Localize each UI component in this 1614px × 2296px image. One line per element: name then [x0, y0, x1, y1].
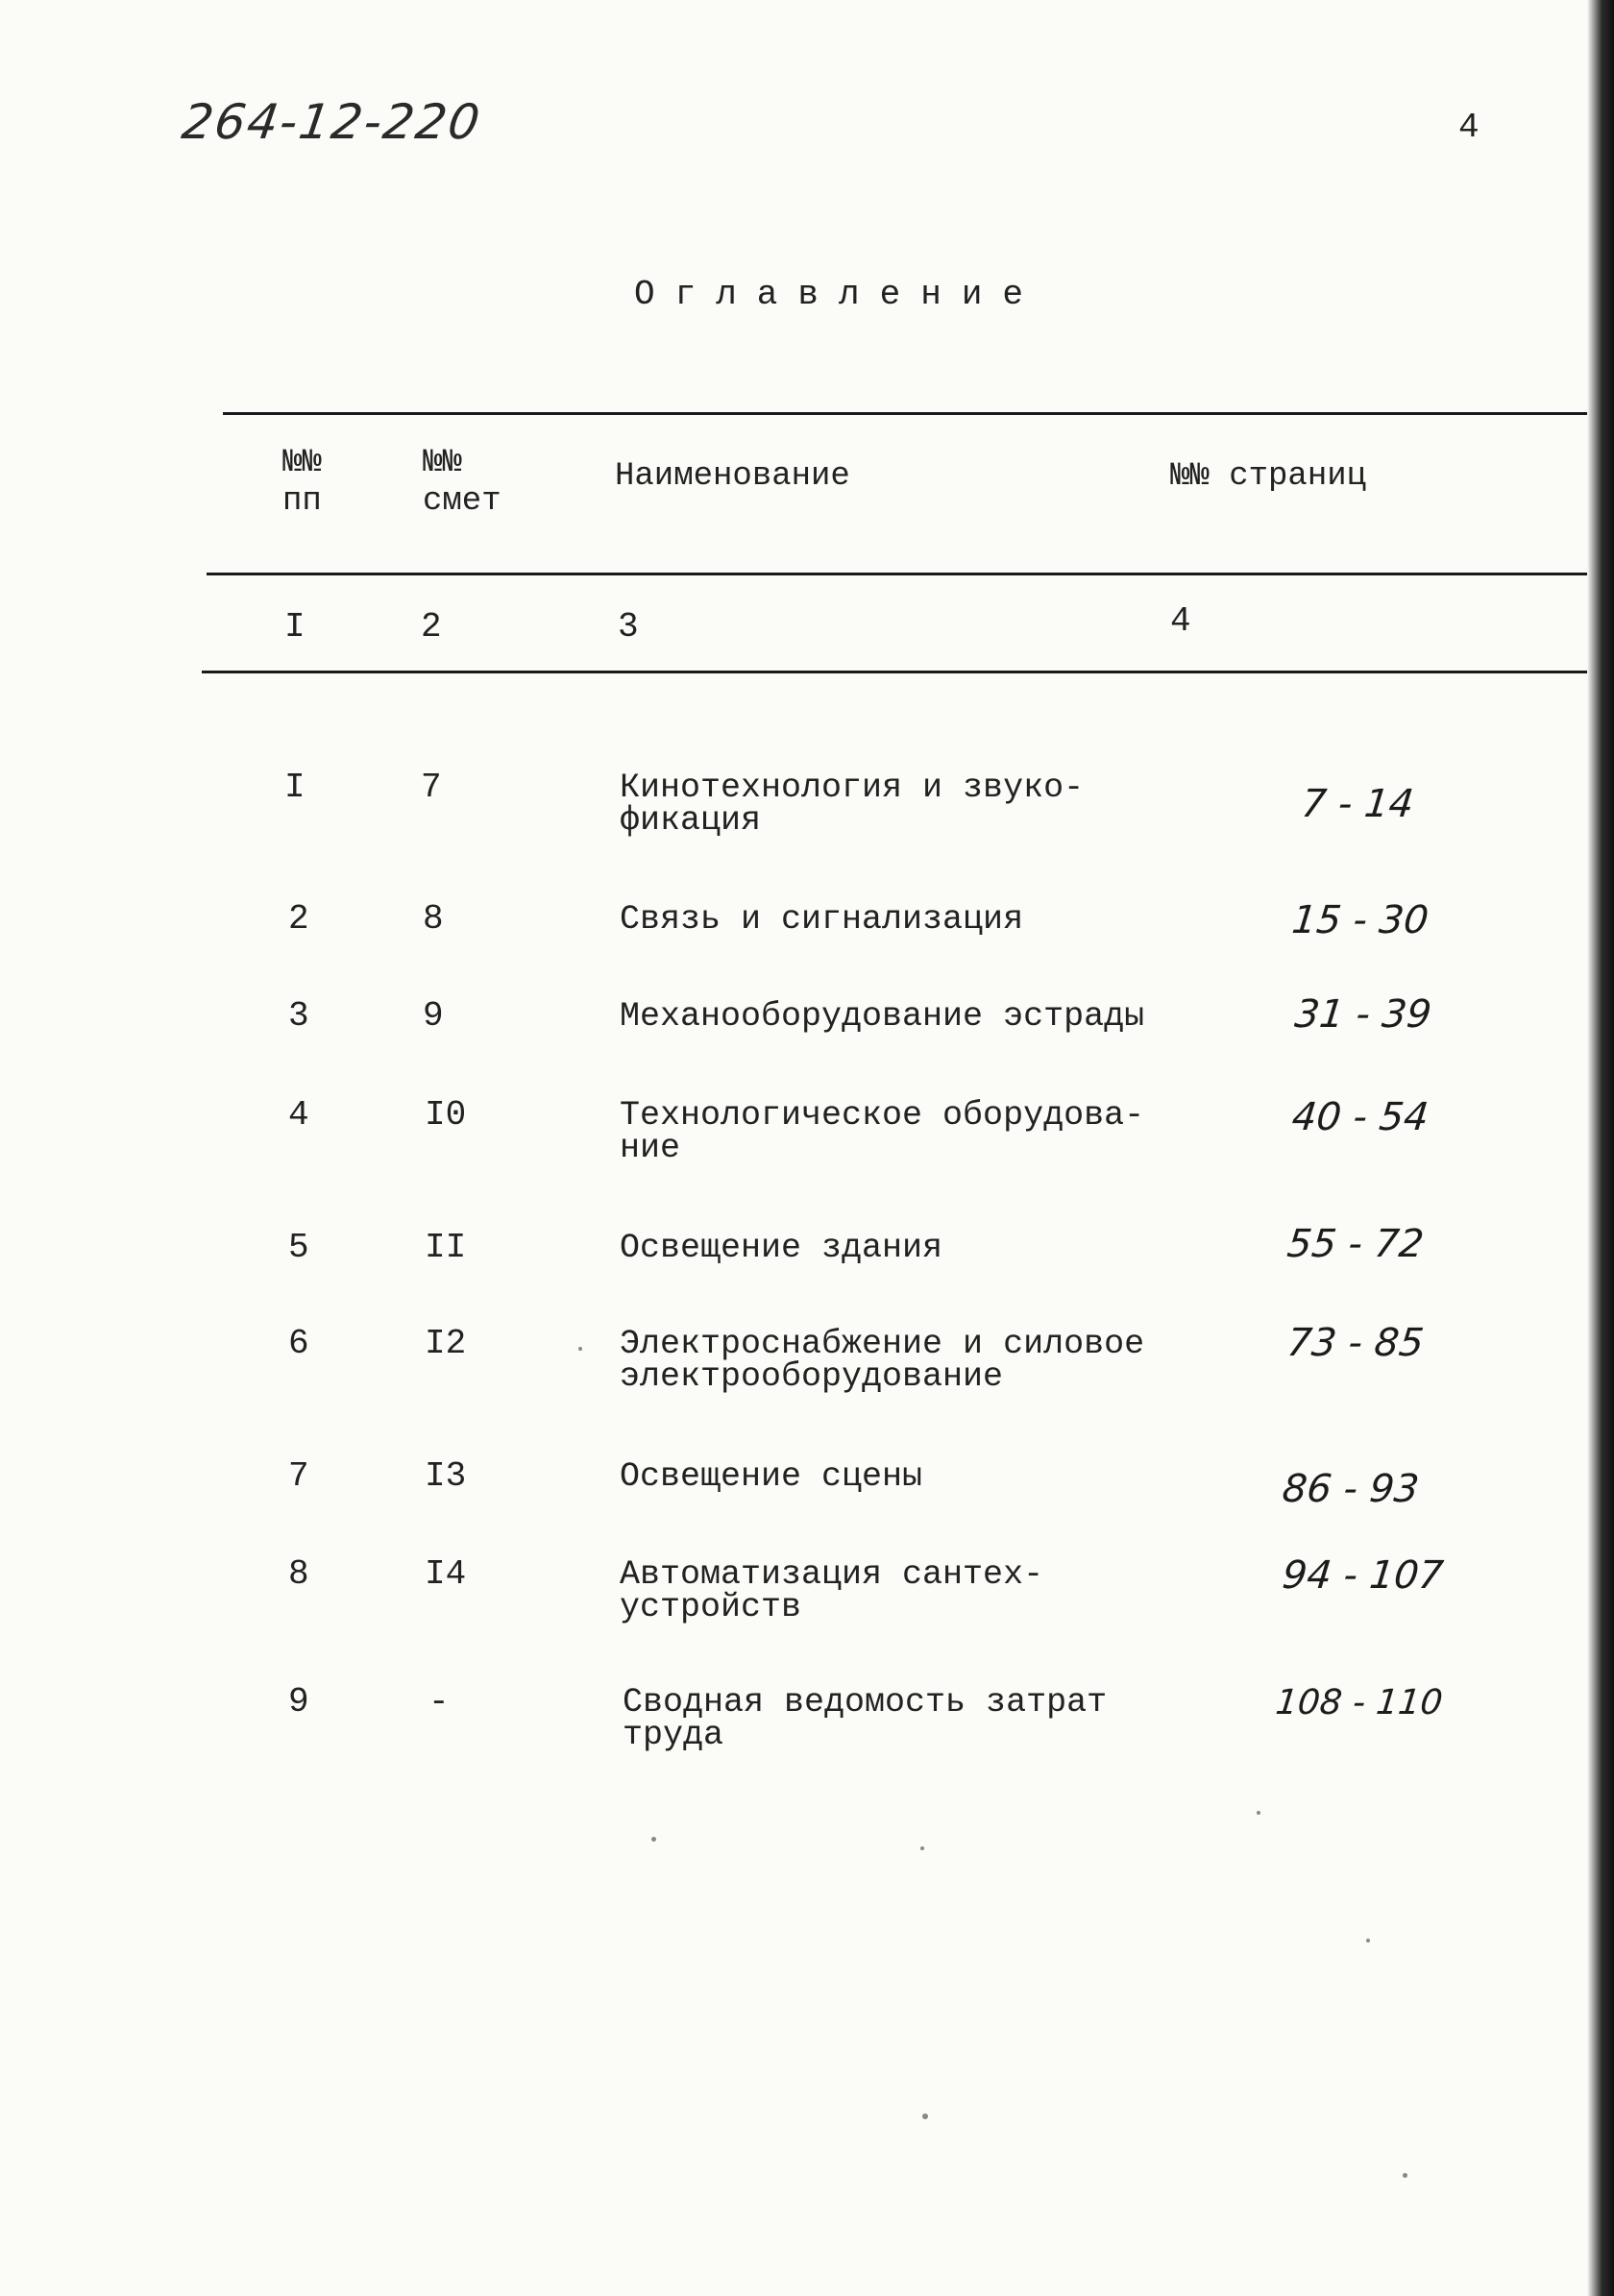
row-3-pp: 3: [288, 996, 309, 1036]
row-2-name: Связь и сигнализация: [620, 900, 1024, 939]
table-top-rule: [223, 412, 1587, 415]
row-2-pages: 15 - 30: [1289, 898, 1431, 942]
scan-speck: [1403, 2173, 1407, 2178]
row-1-pages: 7 - 14: [1299, 782, 1416, 826]
header-bottom-rule: [207, 573, 1587, 575]
row-4-pages: 40 - 54: [1289, 1095, 1431, 1139]
column-number-4: 4: [1170, 601, 1191, 641]
row-3-name: Механооборудование эстрады: [620, 997, 1145, 1036]
row-7-pages: 86 - 93: [1280, 1467, 1422, 1511]
document-code: 264-12-220: [178, 94, 485, 150]
column-number-1: I: [284, 607, 306, 647]
row-5-pages: 55 - 72: [1284, 1222, 1427, 1266]
row-6-pp: 6: [288, 1324, 309, 1363]
header-smet: №№ смет: [423, 445, 501, 520]
row-6-name: Электроснабжение и силовое электрооборудование: [620, 1325, 1145, 1396]
column-numbers-rule: [202, 671, 1587, 673]
row-1-name: Кинотехнология и звуко- фикация: [620, 769, 1085, 840]
scan-speck: [1257, 1811, 1260, 1815]
row-9-pp: 9: [288, 1682, 309, 1722]
scan-speck: [920, 1846, 924, 1850]
row-5-smet: II: [425, 1228, 467, 1267]
scan-speck: [922, 2113, 928, 2119]
row-4-name: Технологическое оборудова- ние: [620, 1096, 1145, 1167]
row-7-pp: 7: [288, 1456, 309, 1496]
row-1-pp: I: [284, 768, 306, 807]
row-1-smet: 7: [421, 768, 442, 807]
row-3-smet: 9: [423, 996, 444, 1036]
header-pp: №№ пп: [282, 445, 322, 520]
header-pages: №№ страниц: [1170, 458, 1367, 495]
row-5-name: Освещение здания: [620, 1229, 943, 1267]
page-title: Оглавление: [634, 275, 1044, 314]
scan-speck: [651, 1837, 656, 1842]
row-5-pp: 5: [288, 1228, 309, 1267]
scan-speck: [1366, 1939, 1370, 1942]
row-8-pages: 94 - 107: [1280, 1553, 1446, 1598]
row-8-pp: 8: [288, 1554, 309, 1594]
row-8-name: Автоматизация сантех- устройств: [620, 1555, 1044, 1626]
row-9-pages: 108 - 110: [1273, 1683, 1445, 1722]
row-9-smet: -: [428, 1682, 450, 1722]
row-4-pp: 4: [288, 1095, 309, 1135]
page-number: 4: [1458, 108, 1480, 147]
page-edge-shadow: [1587, 0, 1614, 2296]
row-6-smet: I2: [425, 1324, 467, 1363]
header-name: Наименование: [615, 458, 850, 495]
row-2-pp: 2: [288, 899, 309, 939]
column-number-2: 2: [421, 607, 442, 647]
row-9-name: Сводная ведомость затрат труда: [623, 1683, 1108, 1754]
row-4-smet: I0: [425, 1095, 467, 1135]
column-number-3: 3: [618, 607, 639, 647]
row-8-smet: I4: [425, 1554, 467, 1594]
row-7-smet: I3: [425, 1456, 467, 1496]
row-7-name: Освещение сцены: [620, 1457, 923, 1496]
row-3-pages: 31 - 39: [1292, 992, 1434, 1037]
row-6-pages: 73 - 85: [1284, 1321, 1427, 1365]
row-2-smet: 8: [423, 899, 444, 939]
scan-speck: [578, 1347, 582, 1351]
